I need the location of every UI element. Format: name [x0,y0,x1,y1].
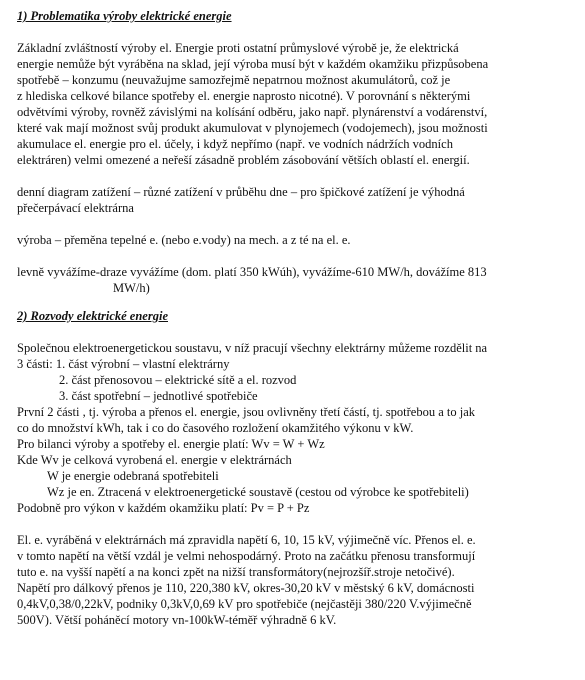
paragraph-line: 0,4kV,0,38/0,22kV, podniky 0,3kV,0,69 kV pro spotřebiče (nejčastěji 380/220 V.výjimečně [17,597,472,611]
paragraph-line: El. e. vyráběná v elektrárnách má zpravidla napětí 6, 10, 15 kV, výjimečně víc. Přenos el. e. [17,533,476,547]
paragraph-production-conversion: výroba – přeměna tepelné e. (nebo e.vody) na mech. a z té na el. e. [17,233,351,247]
paragraph-line: 500V). Větší poháněcí motory vn-100kW-téměř výhradně 6 kV. [17,613,337,627]
list-item: 3. část spotřební – jednotlivé spotřebiče [59,389,258,403]
paragraph-line: spotřebě – konzumu (neuvažujme samozřejmě nepatrnou možnost akumulátorů, což je [17,73,451,87]
section-heading-2: 2) Rozvody elektrické energie [17,309,168,323]
paragraph-line: energie nemůže být vyráběna na sklad, její výroba musí být v každém okamžiku přizpůsobena [17,57,489,71]
paragraph-daily-load [17,184,565,216]
paragraph-production-specifics [17,40,565,168]
list-item: 2. část přenosovou – elektrické sítě a el. rozvod [59,373,297,387]
paragraph-line: přečerpávací elektrárna [17,201,134,215]
paragraph-system-parts [17,340,565,436]
paragraph-line: z hlediska celkové bilance spotřeby el. energie naprosto nicotné). V porovnání s některými [17,89,471,103]
section-heading-1: 1) Problematika výroby elektrické energie [17,9,232,23]
paragraph-line: co do množství kWh, tak i co do časového rozložení okamžitého výkonu v kW. [17,421,414,435]
paragraph-line: tuto e. na vyšší napětí a na konci zpět na nižší transformátory(nejrozšíř.stroje netočivé). [17,565,455,579]
document-page [17,8,565,628]
balance-definition-wv: Kde Wv je celková vyrobená el. energie v elektrárnách [17,453,292,467]
paragraph-line: Společnou elektroenergetickou soustavu, v níž pracují všechny elektrárny můžeme rozdělit na [17,341,488,355]
paragraph-voltage-levels [17,532,565,628]
paragraph-line: v tomto napětí na větší vzdál je velmi nehospodárný. Proto na začátku přenosu transformují [17,549,476,563]
paragraph-line: akumulace el. energie pro el. účely, i když nepřímo (např. ve vodních nádržích vodních [17,137,453,151]
energy-balance-block [17,436,565,516]
paragraph-line: které vak mají možnost svůj produkt akumulovat v plynojemech (vodojemech), jsou možnosti [17,121,488,135]
paragraph-line: levně vyvážíme-draze vyvážíme (dom. platí 350 kWúh), vyvážíme-610 MW/h, dovážíme 813 [17,265,487,279]
paragraph-line: MW/h) [113,281,150,295]
paragraph-line: 3 části: 1. část výrobní – vlastní elektrárny [17,357,230,371]
paragraph-export-import [17,264,565,296]
paragraph-line: Napětí pro dálkový přenos je 110, 220,380 kV, okres-30,20 kV v městský 6 kV, domácnosti [17,581,475,595]
paragraph-line: Základní zvláštností výroby el. Energie proti ostatní průmyslové výrobě je, že elektrická [17,41,459,55]
paragraph-line: elektráren) velmi omezené a neřeší zásadně problém zásobování větších oblastí el. energií. [17,153,470,167]
paragraph-line: První 2 části , tj. výroba a přenos el. energie, jsou ovlivněny třetí částí, tj. spotřebou a to jak [17,405,476,419]
paragraph-line: denní diagram zatížení – různé zatížení v průběhu dne – pro špičkové zatížení je výhodná [17,185,465,199]
power-equation-line: Podobně pro výkon v každém okamžiku platí: Pv = P + Pz [17,501,310,515]
balance-definition-wz: Wz je en. Ztracená v elektroenergetické soustavě (cestou od výrobce ke spotřebiteli) [47,485,469,499]
paragraph-line: odvětvími výroby, rovněž závislými na kolísání odběru, jako např. plynárenství a vodárenství, [17,105,488,119]
balance-definition-w: W je energie odebraná spotřebiteli [47,469,219,483]
balance-equation-line: Pro bilanci výroby a spotřeby el. energie platí: Wv = W + Wz [17,437,325,451]
